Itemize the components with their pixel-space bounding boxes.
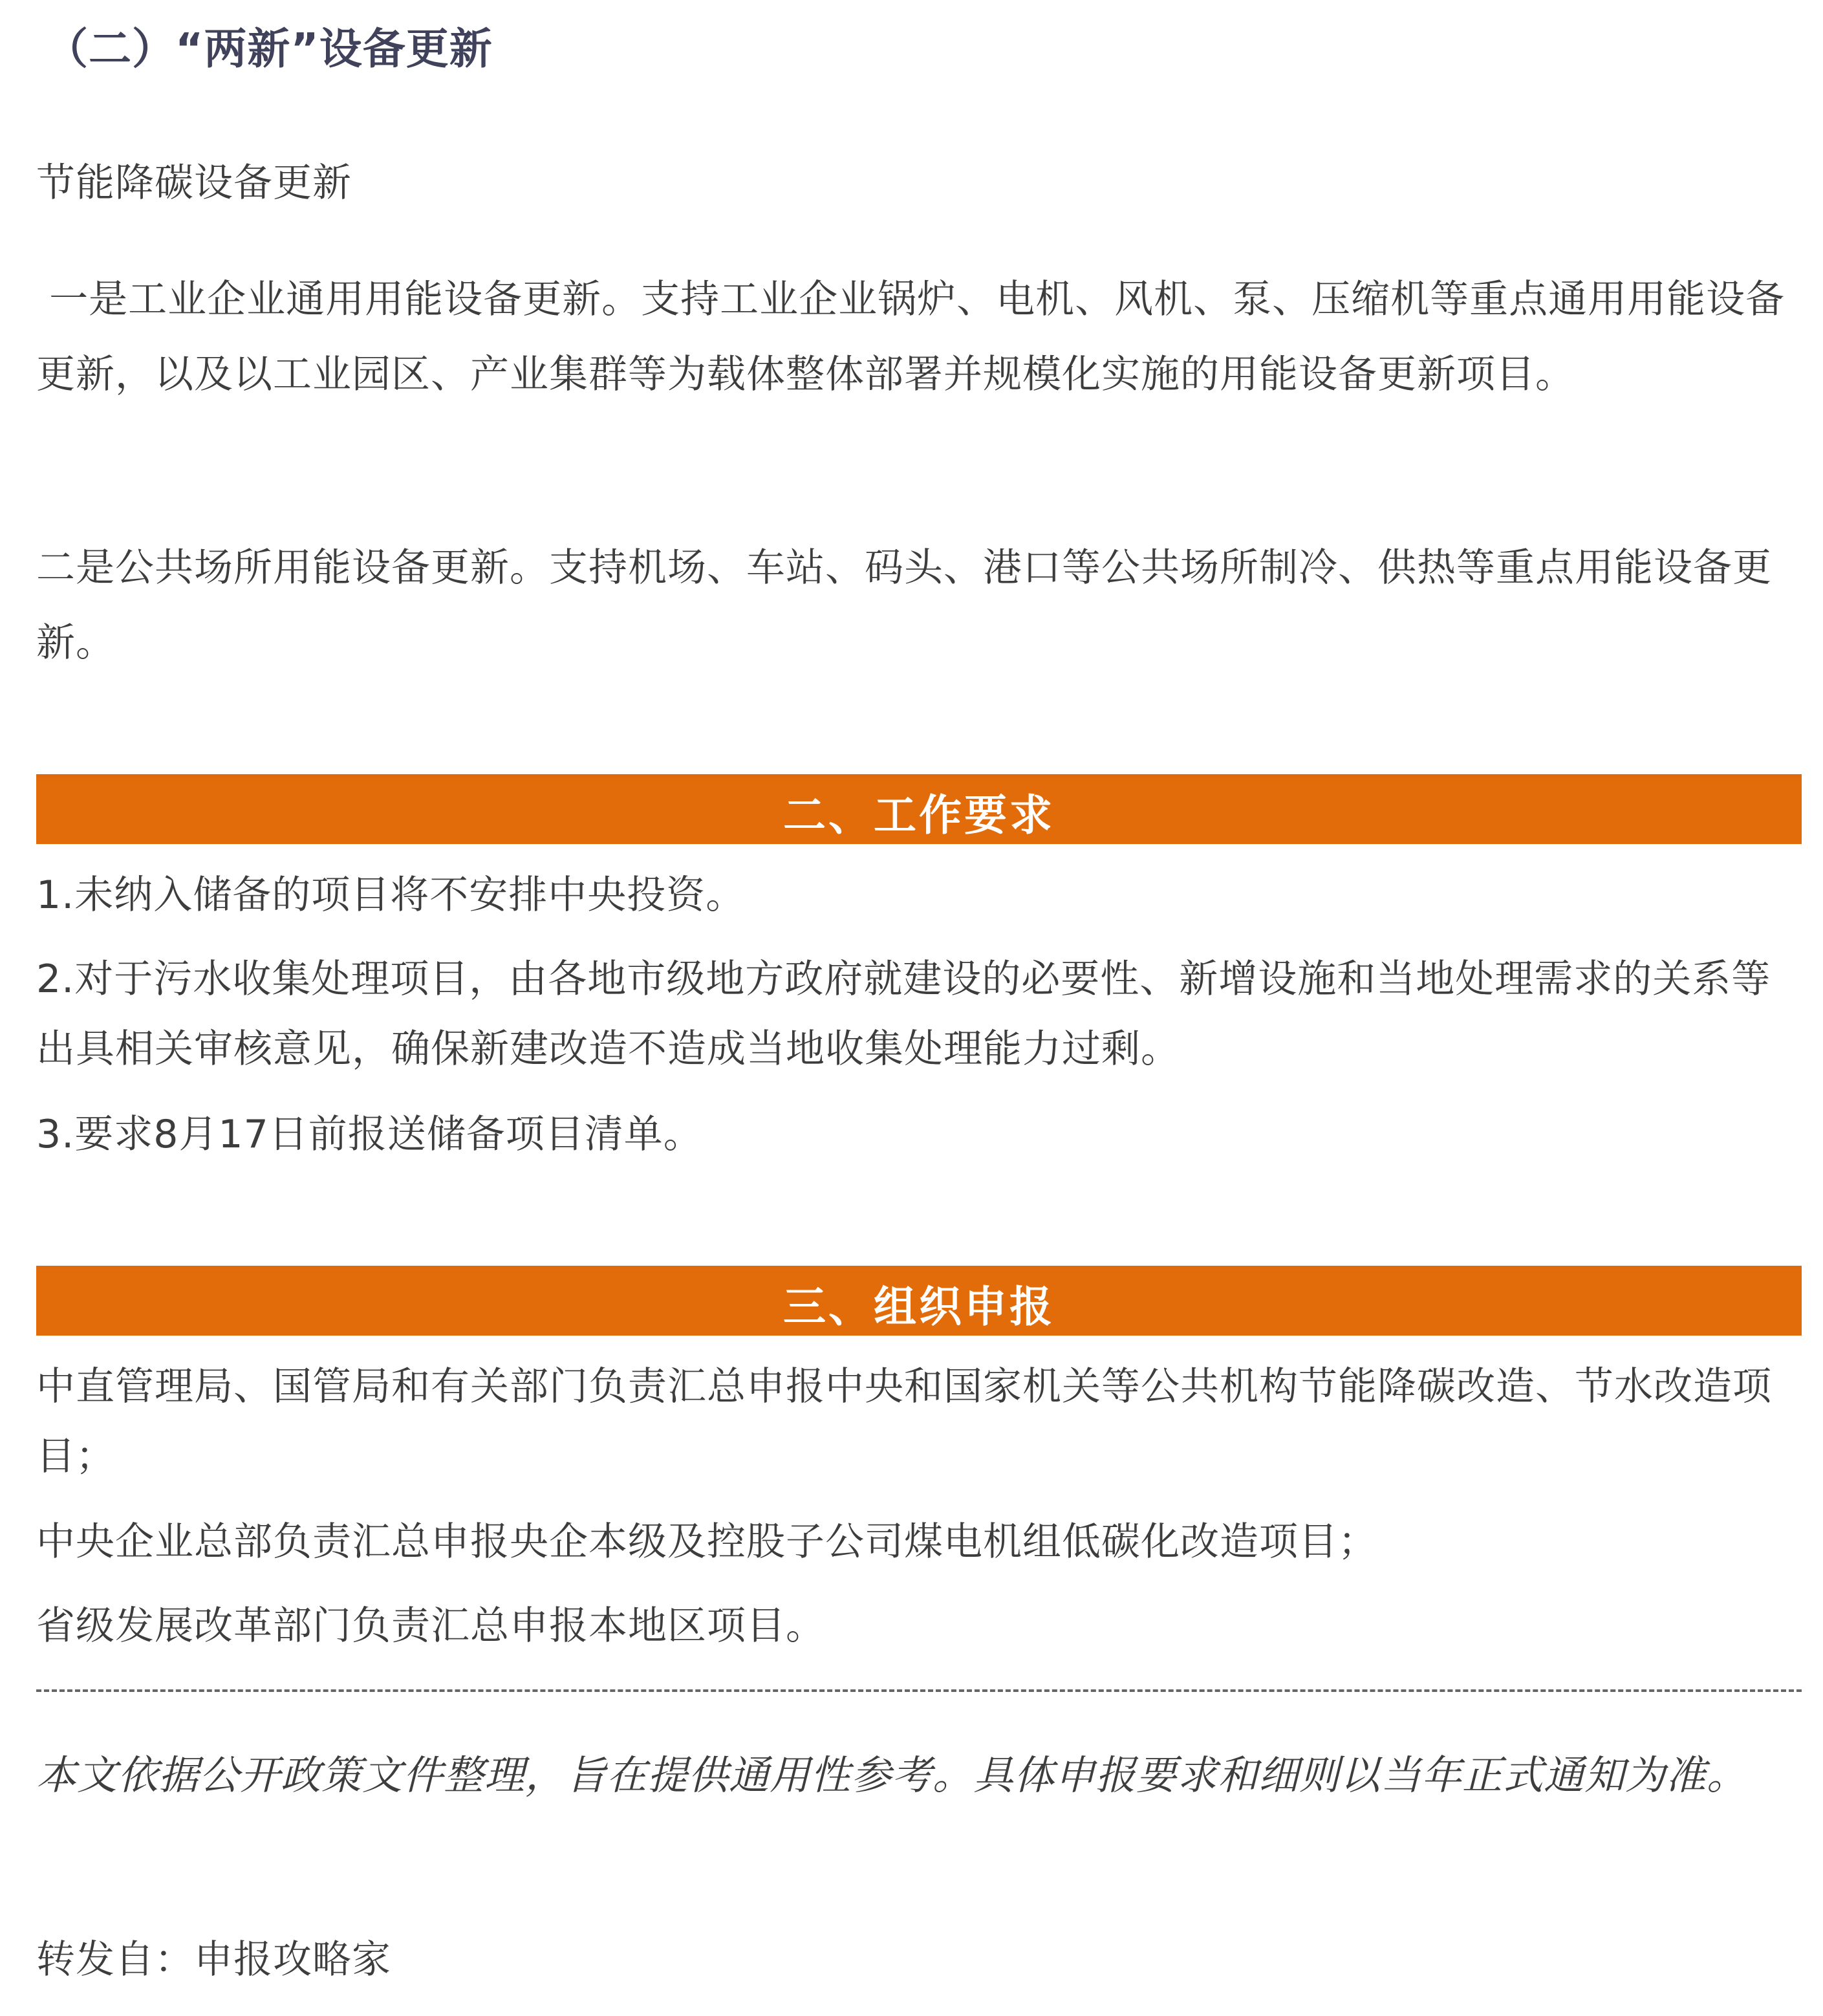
- organization-item-1: 中直管理局、国管局和有关部门负责汇总申报中央和国家机关等公共机构节能降碳改造、节水改造项目；: [36, 1364, 1772, 1479]
- disclaimer-note: 本文依据公开政策文件整理，旨在提供通用性参考。具体申报要求和细则以当年正式通知为准。: [36, 1751, 1748, 1799]
- section-banner-organization: [36, 1266, 1802, 1336]
- section-banner-label: 三、组织申报: [783, 1281, 1055, 1332]
- requirement-item-1: 1.未纳入储备的项目将不安排中央投资。: [36, 873, 746, 918]
- source-attribution: 转发自：申报攻略家: [36, 1937, 391, 1982]
- dashed-divider: [36, 1689, 1802, 1692]
- organization-item-2: 中央企业总部负责汇总申报央企本级及控股子公司煤电机组低碳化改造项目；: [36, 1519, 1377, 1565]
- requirement-item-2: 2.对于污水收集处理项目，由各地市级地方政府就建设的必要性、新增设施和当地处理需求的关系等出具相关审核意见，确保新建改造不造成当地收集处理能力过剩。: [36, 957, 1771, 1072]
- subsection-title: （二）“两新”设备更新: [45, 24, 493, 74]
- section-banner-work-requirements: [36, 774, 1802, 844]
- requirement-item-3: 3.要求8月17日前报送储备项目清单。: [36, 1112, 703, 1157]
- paragraph-public-places-equipment: 二是公共场所用能设备更新。支持机场、车站、码头、港口等公共场所制冷、供热等重点用能设备更新。: [36, 545, 1772, 666]
- section-banner-label: 二、工作要求: [783, 790, 1055, 840]
- organization-item-3: 省级发展改革部门负责汇总申报本地区项目。: [36, 1603, 825, 1649]
- paragraph-industrial-equipment: 一是工业企业通用用能设备更新。支持工业企业锅炉、电机、风机、泵、压缩机等重点通用用能设备更新，以及以工业园区、产业集群等为载体整体部署并规模化实施的用能设备更新项目。: [36, 277, 1785, 397]
- subsection-subheading: 节能降碳设备更新: [36, 160, 352, 206]
